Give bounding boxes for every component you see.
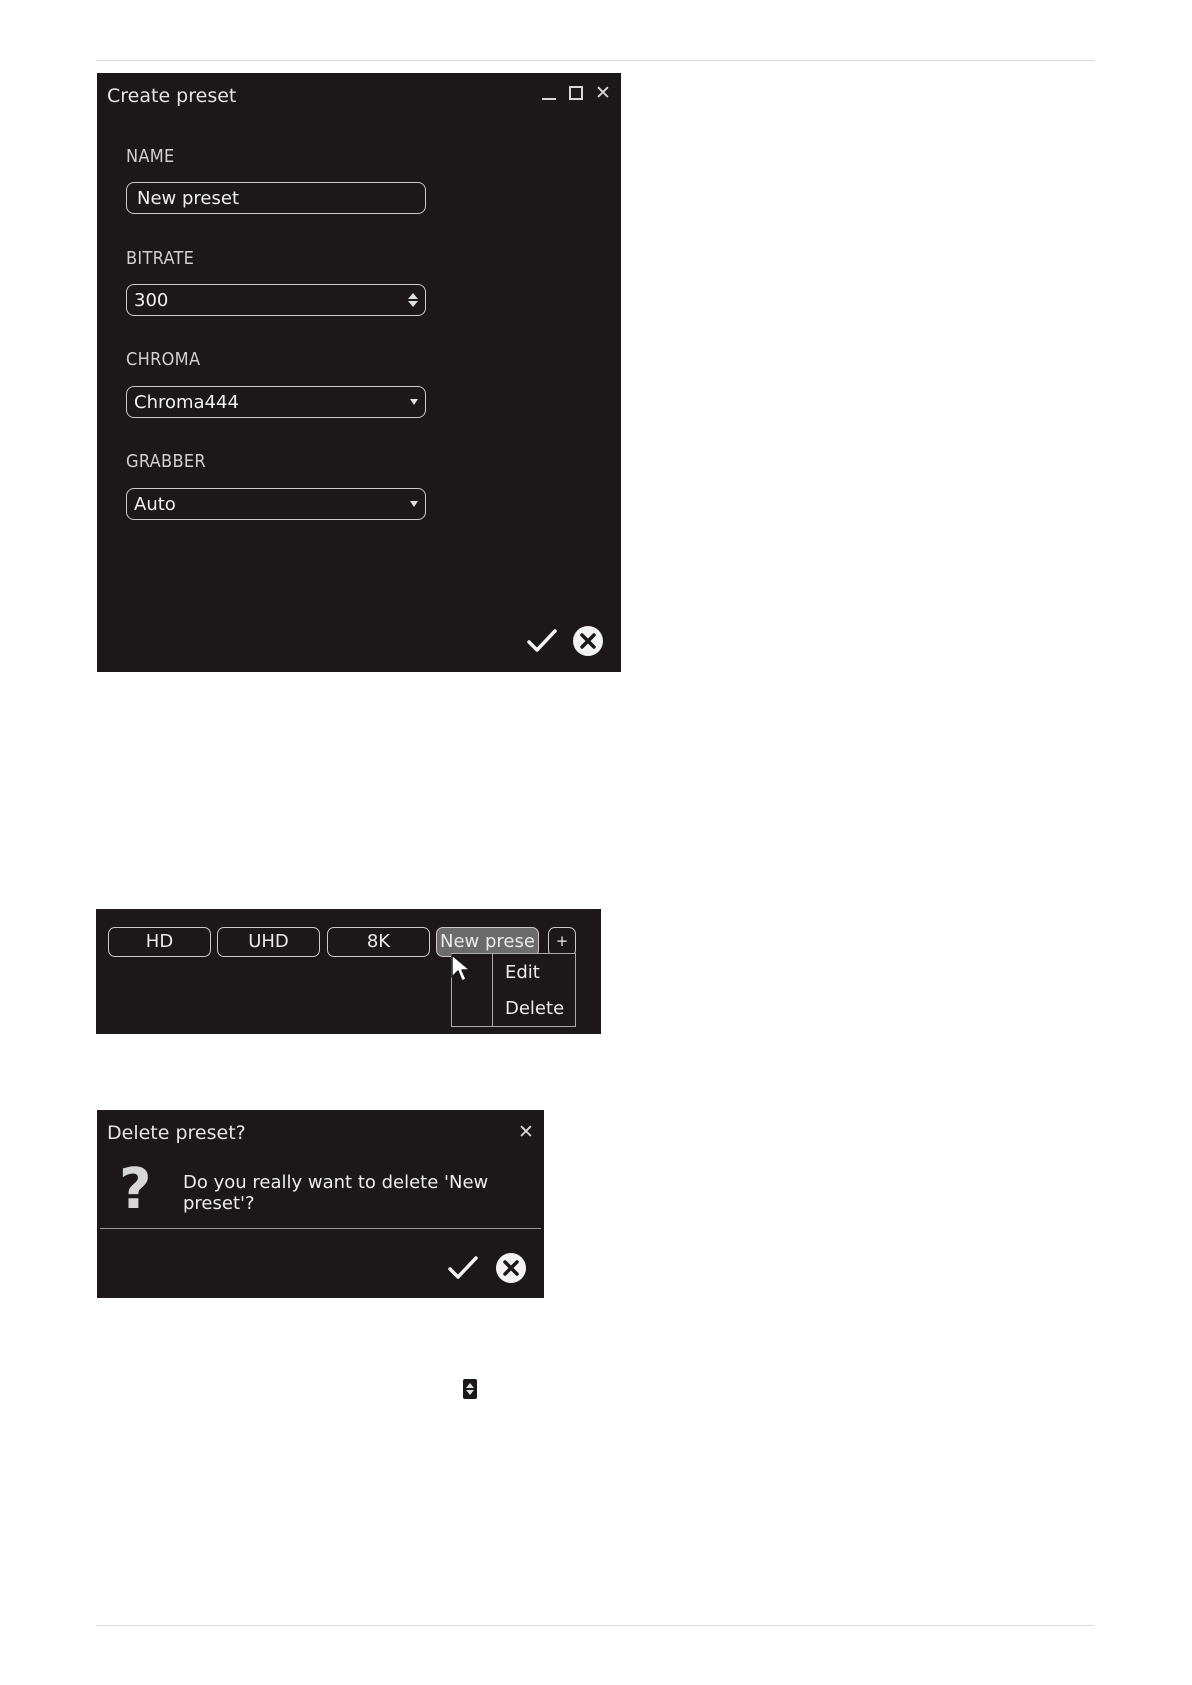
question-icon: ?	[119, 1157, 152, 1222]
delete-preset-dialog	[97, 1110, 544, 1298]
tab-uhd[interactable]: UHD	[217, 927, 320, 957]
chroma-value: Chroma444	[134, 391, 239, 413]
confirm-check-icon[interactable]	[447, 1252, 479, 1284]
bitrate-spinbox[interactable]	[126, 284, 426, 316]
close-icon[interactable]: ✕	[595, 82, 611, 104]
window-controls	[541, 82, 611, 104]
chevron-down-icon[interactable]	[410, 501, 418, 507]
dialog-actions	[526, 625, 604, 657]
tab-8k[interactable]: 8K	[327, 927, 430, 957]
menu-item-delete[interactable]: Delete	[505, 998, 565, 1019]
create-preset-dialog	[97, 73, 621, 672]
mouse-pointer-icon	[450, 953, 472, 983]
maximize-icon[interactable]	[569, 86, 583, 100]
cancel-circle-x-icon[interactable]	[572, 625, 604, 657]
minimize-icon[interactable]	[541, 85, 557, 101]
bitrate-value: 300	[134, 289, 169, 311]
spin-arrows-icon	[463, 1379, 477, 1399]
preset-tabs-bar	[96, 909, 601, 1034]
confirm-check-icon[interactable]	[526, 625, 558, 657]
spin-up-icon	[466, 1383, 474, 1388]
grabber-value: Auto	[134, 493, 176, 515]
top-divider	[96, 60, 1094, 61]
dialog-title: Create preset	[107, 85, 237, 107]
dialog-title: Delete preset?	[107, 1122, 246, 1144]
name-label: NAME	[126, 146, 175, 167]
dialog-separator	[100, 1228, 541, 1229]
confirm-message: Do you really want to delete 'New preset'?	[183, 1172, 489, 1214]
grabber-label: GRABBER	[126, 451, 206, 472]
menu-item-edit[interactable]: Edit	[505, 962, 540, 983]
bottom-divider	[96, 1625, 1094, 1626]
bitrate-label: BITRATE	[126, 248, 195, 269]
chroma-label: CHROMA	[126, 349, 201, 370]
tab-new-preset[interactable]: New prese	[436, 927, 539, 957]
close-icon[interactable]: ✕	[518, 1121, 534, 1143]
dialog-actions	[447, 1252, 527, 1284]
cancel-circle-x-icon[interactable]	[495, 1252, 527, 1284]
spin-arrows-icon[interactable]	[408, 293, 418, 307]
chroma-select[interactable]	[126, 386, 426, 418]
tab-hd[interactable]: HD	[108, 927, 211, 957]
add-preset-button[interactable]: +	[548, 927, 576, 957]
name-input[interactable]	[126, 182, 426, 214]
spin-up-icon[interactable]	[408, 293, 418, 299]
spin-down-icon	[466, 1390, 474, 1395]
spin-down-icon[interactable]	[408, 301, 418, 307]
name-value: New preset	[137, 187, 239, 209]
grabber-select[interactable]	[126, 488, 426, 520]
chevron-down-icon[interactable]	[410, 399, 418, 405]
